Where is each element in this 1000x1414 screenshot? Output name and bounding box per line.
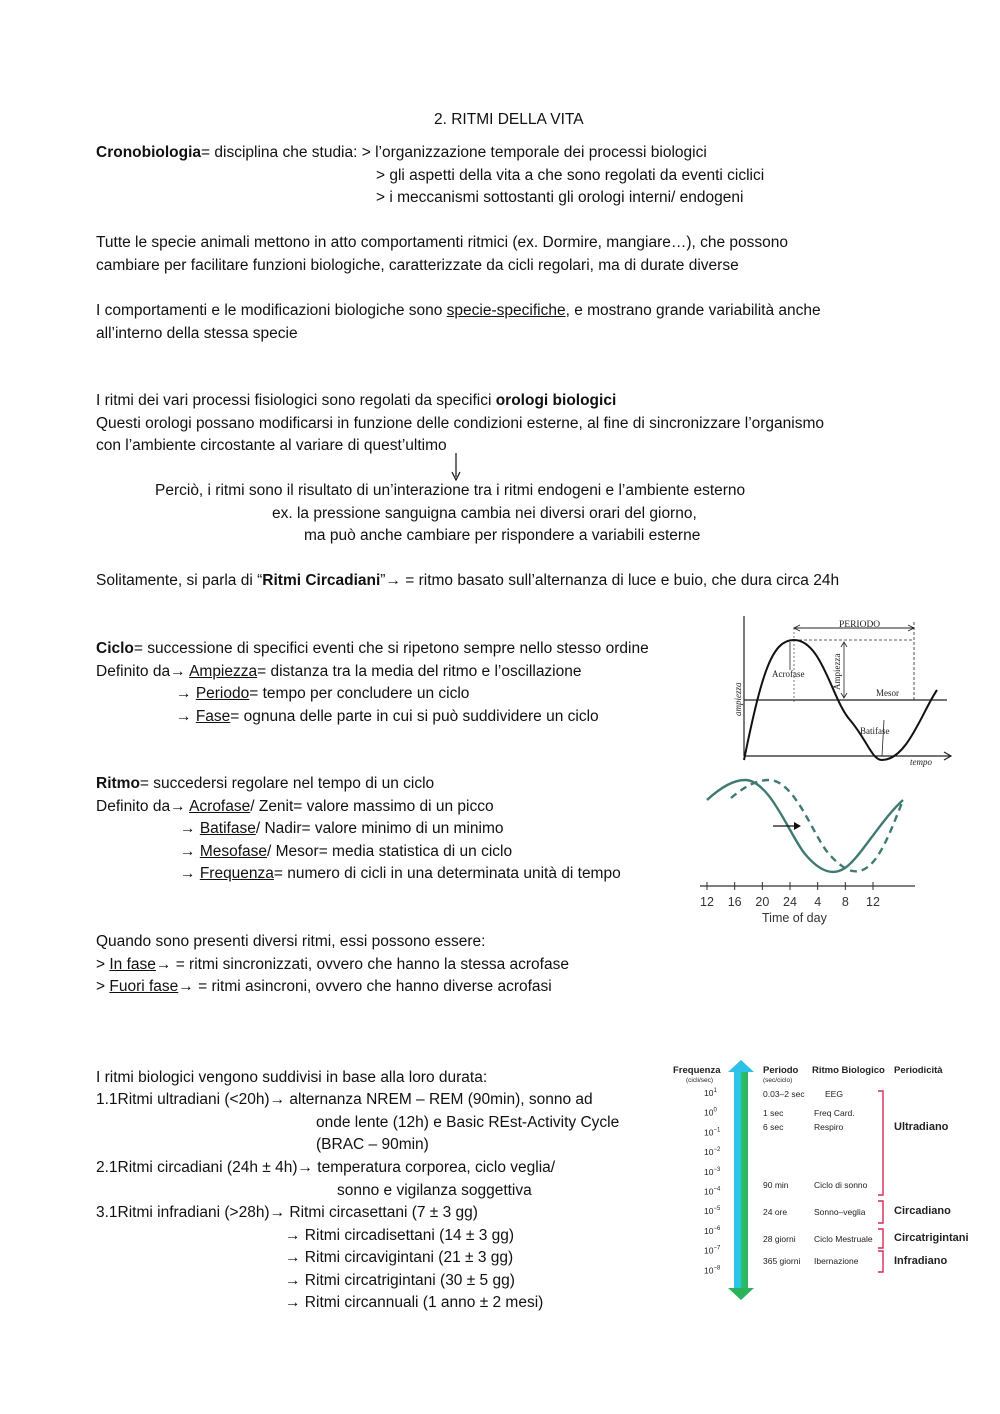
- infradiano-bracket: [878, 1251, 883, 1272]
- ritmo-line-4: → Mesofase/ Mesor= media statistica di un ciclo: [180, 843, 513, 860]
- ritmo-by: Definito da→: [96, 798, 190, 815]
- header-frequenza: Frequenza: [673, 1065, 721, 1076]
- fuori-fase-marker: >: [96, 978, 110, 995]
- row-periodo: 0.03–2 sec: [763, 1089, 805, 1099]
- row-ritmo: EEG: [825, 1089, 843, 1099]
- ciclo-def: = successione di specifici eventi che si ripetono sempre nello stesso ordine: [133, 640, 649, 657]
- frequency-label: $10^{-1}$: [704, 1127, 721, 1138]
- header-frequenza-sub: (cicli/sec): [686, 1077, 714, 1084]
- batifase-term: Batifase: [199, 820, 256, 837]
- cycle-diagram: [732, 612, 957, 770]
- row-periodo: 1 sec: [763, 1108, 784, 1118]
- row-periodo: 24 ore: [763, 1207, 788, 1217]
- frequenza-def: = numero di cicli in una determinata unità di tempo: [273, 865, 621, 882]
- row-ritmo: Ciclo di sonno: [814, 1180, 868, 1190]
- durata-line-7: → Ritmi circadisettani (14 ± 3 gg): [285, 1227, 515, 1244]
- time-axis-label: Time of day: [762, 911, 827, 925]
- tempo-axis-label: tempo: [910, 757, 932, 767]
- frequency-label: $10^{-5}$: [704, 1206, 721, 1217]
- frequency-bar: [734, 1070, 748, 1292]
- para-2-line-1: [96, 300, 821, 322]
- fase-intro: Quando sono presenti diversi ritmi, essi possono essere:: [96, 933, 486, 950]
- frequency-label: $10^{-8}$: [704, 1265, 721, 1276]
- time-tick-label: 12: [700, 895, 714, 909]
- category-ultradiano: Ultradiano: [894, 1121, 949, 1133]
- row-ritmo: Sonno–veglia: [814, 1207, 866, 1217]
- ritmo-line-2: [96, 796, 494, 818]
- header-periodo-sub: (sec/ciclo): [763, 1077, 793, 1084]
- crono-term: Cronobiologia: [96, 144, 202, 161]
- para-3-pre: I ritmi dei vari processi fisiologici sono regolati da specifici: [96, 392, 496, 409]
- frequency-label: $10^{-4}$: [704, 1186, 721, 1197]
- para-4-line-1: Perciò, i ritmi sono il risultato di un’interazione tra i ritmi endogeni e l’ambiente esterno: [155, 482, 746, 499]
- rhythm-dashed-curve: [731, 780, 903, 871]
- time-tick-label: 8: [841, 895, 849, 909]
- ritmo-def: = succedersi regolare nel tempo di un ciclo: [139, 775, 435, 792]
- in-fase-term: In fase: [109, 956, 156, 973]
- durata-line-4: 2.1Ritmi circadiani (24h ± 4h)→ temperatura corporea, ciclo veglia/: [96, 1159, 556, 1176]
- durata-line-5: sonno e vigilanza soggettiva: [337, 1182, 532, 1199]
- crono-line-3: > i meccanismi sottostanti gli orologi interni/ endogeni: [376, 189, 744, 206]
- mesofase-term: Mesofase: [199, 843, 268, 860]
- mesofase-def: / Mesor= media statistica di un ciclo: [267, 843, 513, 860]
- fase-def: = ognuna delle parte in cui si può suddividere un ciclo: [230, 708, 599, 725]
- time-tick-label: 24: [783, 895, 797, 909]
- time-tick-label: 16: [727, 895, 742, 909]
- ciclo-line-4: → Fase= ognuna delle parte in cui si può suddividere un ciclo: [176, 708, 599, 725]
- circadiano-bracket: [878, 1201, 883, 1223]
- durata-line-9: → Ritmi circatrigintani (30 ± 5 gg): [285, 1272, 515, 1289]
- periodo-label: PERIODO: [839, 620, 881, 630]
- frequency-label: $10^{-2}$: [704, 1147, 721, 1158]
- header-ritmo: Ritmo Biologico: [812, 1065, 885, 1076]
- para-2-post: , e mostrano grande variabilità anche: [565, 302, 821, 319]
- frequenza-term: Frequenza: [199, 865, 274, 882]
- header-periodo: Periodo: [763, 1065, 799, 1076]
- fase-term: Fase: [195, 708, 231, 725]
- ciclo-line-3: → Periodo= tempo per concludere un ciclo: [176, 685, 470, 702]
- ampiezza-term: Ampiezza: [189, 663, 258, 680]
- row-ritmo: Ibernazione: [814, 1256, 859, 1266]
- durata-line-3: (BRAC – 90min): [316, 1136, 429, 1153]
- bar-up-arrow-icon: [728, 1060, 754, 1072]
- row-ritmo: Respiro: [814, 1122, 844, 1132]
- ampiezza-def: = distanza tra la media del ritmo e l’oscillazione: [257, 663, 582, 680]
- time-tick-label: 20: [755, 895, 770, 909]
- batifase-def: / Nadir= valore minimo di un minimo: [255, 820, 504, 837]
- row-periodo: 6 sec: [763, 1122, 784, 1132]
- time-tick-label: 4: [814, 895, 822, 909]
- frequency-label: $10^1$: [704, 1088, 717, 1098]
- periodo-term: Periodo: [195, 685, 250, 702]
- bar-down-arrow-icon: [728, 1288, 754, 1300]
- crono-line-1: [96, 142, 707, 164]
- row-ritmo: Ciclo Mestruale: [814, 1234, 873, 1244]
- para-3-line-2: Questi orologi possano modificarsi in funzione delle condizioni esterne, al fine di sincronizzare l’organismo: [96, 415, 825, 432]
- fuori-fase-def: → = ritmi asincroni, ovvero che hanno diverse acrofasi: [178, 978, 552, 995]
- shift-arrow-icon: [794, 822, 801, 830]
- crono-line-2: > gli aspetti della vita a che sono regolati da eventi ciclici: [376, 167, 765, 184]
- batifase-label: Batifase: [860, 726, 890, 736]
- row-periodo: 365 giorni: [763, 1256, 801, 1266]
- para-3-line-3: con l’ambiente circostante al variare di quest’ultimo: [96, 437, 447, 454]
- acrofase-label: Acrofase: [772, 669, 805, 679]
- para-3-line-1: [96, 390, 616, 412]
- frequency-label: $10^0$: [704, 1107, 717, 1118]
- ritmo-line-5: → Frequenza= numero di cicli in una determinata unità di tempo: [180, 865, 621, 882]
- specie-specifiche-underlined: specie-specifiche: [446, 302, 566, 319]
- para-1-line-1: Tutte le specie animali mettono in atto comportamenti ritmici (ex. Dormire, mangiare…), che possono: [96, 234, 789, 251]
- para-5-pre: Solitamente, si parla di “: [96, 572, 263, 589]
- in-fase-marker: >: [96, 956, 110, 973]
- crono-intro: = disciplina che studia: > l’organizzazione temporale dei processi biologici: [201, 144, 707, 161]
- down-arrow-icon: [449, 453, 463, 481]
- frequency-label: $10^{-3}$: [704, 1166, 721, 1177]
- para-5-line: [96, 570, 839, 592]
- durata-line-2: onde lente (12h) e Basic REst-Activity Cycle: [316, 1114, 620, 1131]
- mesor-label: Mesor: [876, 688, 899, 698]
- ritmi-circadiani-bold: Ritmi Circadiani: [262, 572, 381, 589]
- row-periodo: 28 giorni: [763, 1234, 796, 1244]
- in-fase-line: [96, 954, 569, 976]
- ciclo-line-2: [96, 661, 582, 683]
- para-4-line-3: ma può anche cambiare per rispondere a variabili esterne: [304, 527, 701, 544]
- durata-line-6: 3.1Ritmi infradiani (>28h)→ Ritmi circasettani (7 ± 3 gg): [96, 1204, 478, 1221]
- acrofase-term: Acrofase: [189, 798, 251, 815]
- durata-line-8: → Ritmi circavigintani (21 ± 3 gg): [285, 1249, 514, 1266]
- para-5-post: ”→ = ritmo basato sull’alternanza di luce e buio, che dura circa 24h: [380, 572, 840, 589]
- para-2-pre: I comportamenti e le modificazioni biologiche sono: [96, 302, 447, 319]
- circatrigintani-bracket: [878, 1229, 883, 1248]
- frequency-label: $10^{-6}$: [704, 1225, 721, 1236]
- ciclo-by: Definito da→: [96, 663, 190, 680]
- rhythm-classification-figure: [668, 1058, 988, 1303]
- ritmo-term: Ritmo: [96, 775, 140, 792]
- durata-line-10: → Ritmi circannuali (1 anno ± 2 mesi): [285, 1294, 544, 1311]
- periodo-def: = tempo per concludere un ciclo: [249, 685, 470, 702]
- acrofase-def: / Zenit= valore massimo di un picco: [250, 798, 494, 815]
- row-ritmo: Freq Card.: [814, 1108, 855, 1118]
- ampiezza-vertical-label: Ampiezza: [832, 653, 842, 690]
- frequency-exponents: [704, 1088, 721, 1275]
- category-infradiano: Infradiano: [894, 1255, 948, 1267]
- ritmo-line-1: [96, 773, 434, 795]
- durata-line-1: 1.1Ritmi ultradiani (<20h)→ alternanza NREM – REM (90min), sonno ad: [96, 1091, 593, 1108]
- para-2-line-2: all’interno della stessa specie: [96, 325, 298, 342]
- ciclo-line-1: [96, 638, 649, 660]
- frequency-label: $10^{-7}$: [704, 1245, 721, 1256]
- page-title: 2. RITMI DELLA VITA: [434, 111, 584, 128]
- time-tick-label: 12: [866, 895, 880, 909]
- fuori-fase-line: [96, 976, 552, 998]
- row-periodo: 90 min: [763, 1180, 789, 1190]
- in-fase-def: → = ritmi sincronizzati, ovvero che hanno la stessa acrofase: [155, 956, 569, 973]
- ciclo-term: Ciclo: [96, 640, 134, 657]
- ultradiano-bracket: [878, 1091, 883, 1195]
- ampiezza-axis-label: ampiezza: [733, 682, 743, 716]
- category-circadiano: Circadiano: [894, 1205, 951, 1217]
- para-1-line-2: cambiare per facilitare funzioni biologiche, caratterizzate da cicli regolari, ma di durate diverse: [96, 257, 739, 274]
- orologi-biologici-bold: orologi biologici: [495, 392, 617, 409]
- phase-shift-diagram: [695, 776, 920, 928]
- ritmo-line-3: → Batifase/ Nadir= valore minimo di un minimo: [180, 820, 504, 837]
- durata-intro: I ritmi biologici vengono suddivisi in base alla loro durata:: [96, 1069, 488, 1086]
- header-periodicita: Periodicità: [894, 1065, 943, 1076]
- category-circatrigintani: Circatrigintani: [894, 1232, 969, 1244]
- para-4-line-2: ex. la pressione sanguigna cambia nei diversi orari del giorno,: [272, 505, 697, 522]
- fuori-fase-term: Fuori fase: [109, 978, 179, 995]
